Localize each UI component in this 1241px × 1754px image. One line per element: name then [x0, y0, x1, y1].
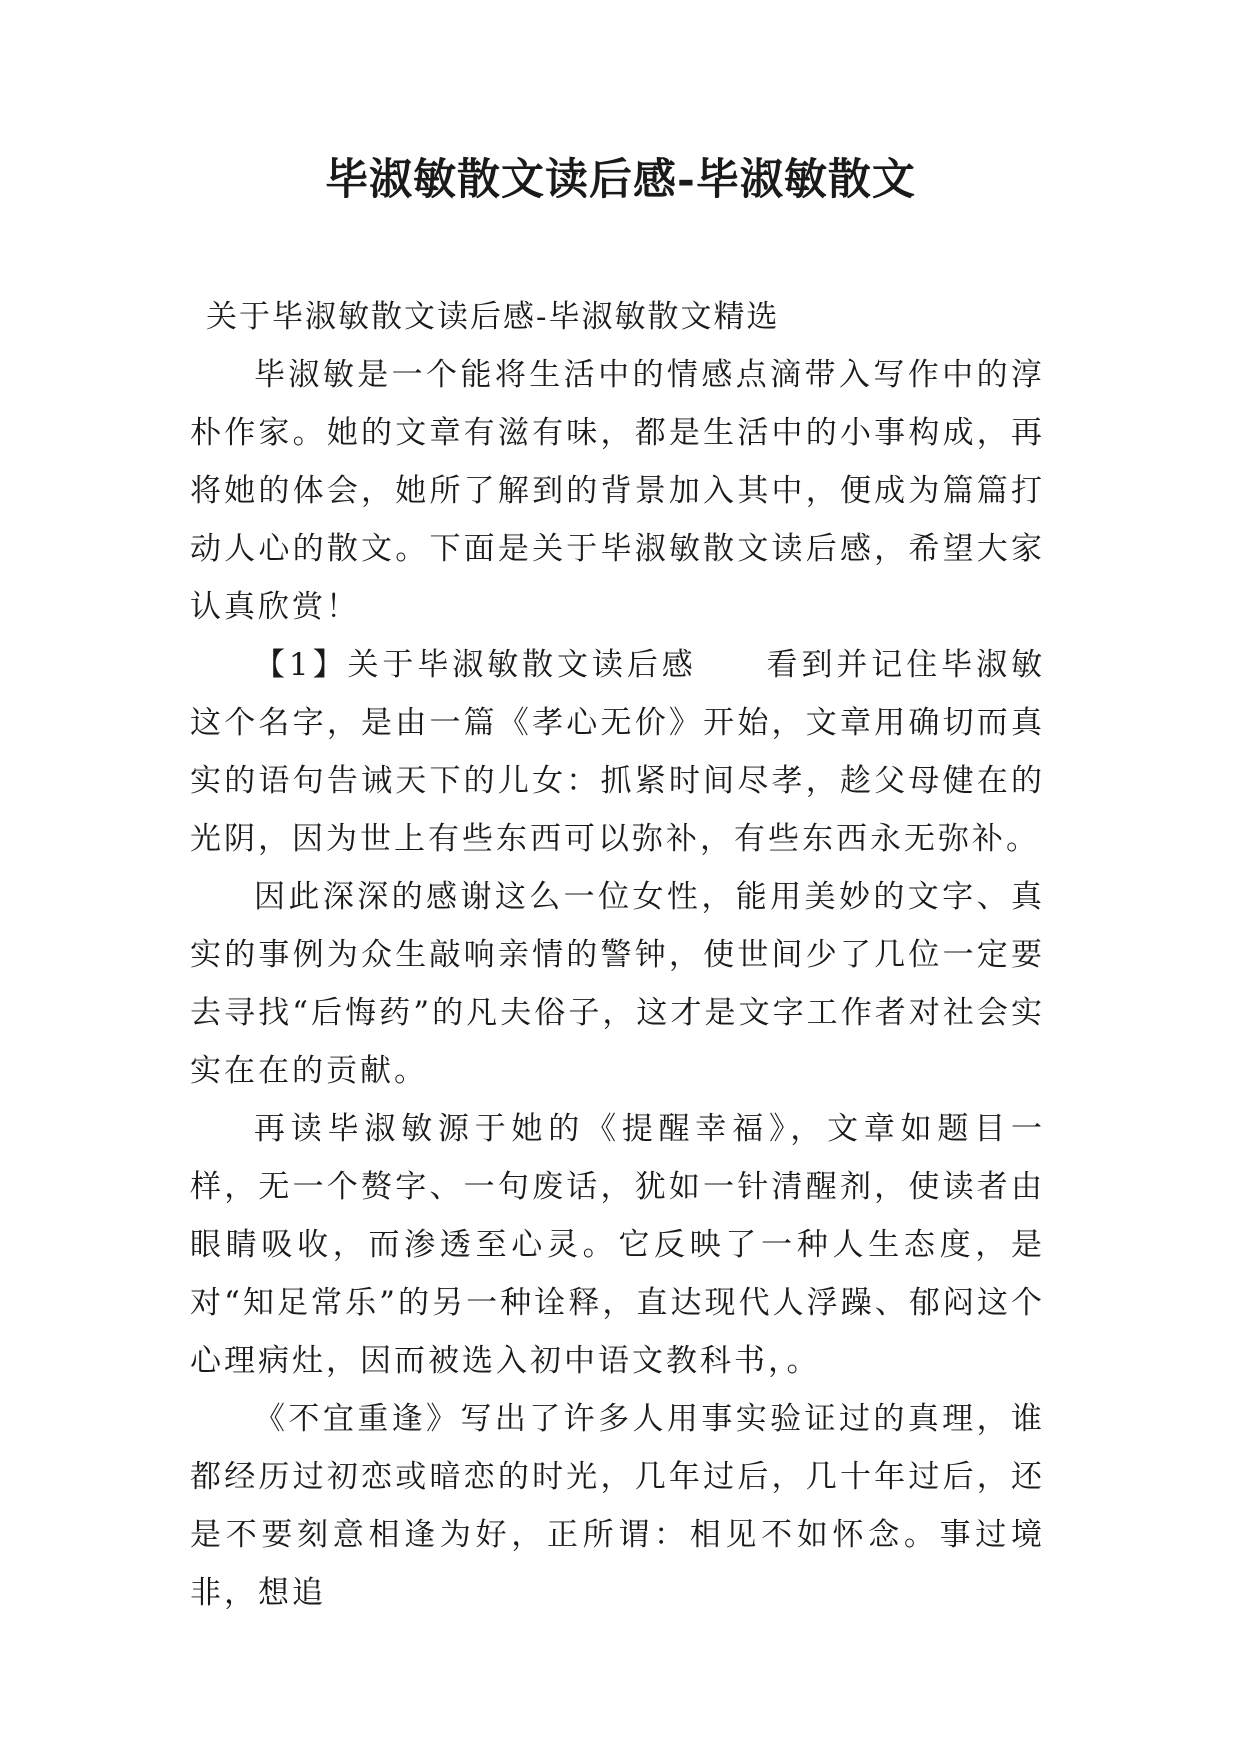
paragraph-review-1: 【1】关于毕淑敏散文读后感 看到并记住毕淑敏这个名字，是由一篇《孝心无价》开始，文章用确切而真实的语句告诫天下的儿女：抓紧时间尽孝，趁父母健在的光阴，因为世上有些东西可以弥补，有些东西永无弥补。: [190, 647, 1045, 857]
document-subtitle: 关于毕淑敏散文读后感-毕淑敏散文精选: [206, 299, 780, 335]
paragraph-not-meet-again: 《不宜重逢》写出了许多人用事实验证过的真理，谁都经历过初恋或暗恋的时光，几年过后，几十年过后，还是不要刻意相逢为好，正所谓：相见不如怀念。事过境非，想追: [190, 1401, 1045, 1611]
paragraph-gratitude: 因此深深的感谢这么一位女性，能用美妙的文字、真实的事例为众生敲响亲情的警钟，使世间少了几位一定要去寻找“后悔药”的凡夫俗子，这才是文字工作者对社会实实在在的贡献。: [190, 879, 1045, 1089]
document-body: [190, 288, 1045, 1622]
paragraph-intro: 毕淑敏是一个能将生活中的情感点滴带入写作中的淳朴作家。她的文章有滋有味，都是生活中的小事构成，再将她的体会，她所了解到的背景加入其中，便成为篇篇打动人心的散文。下面是关于毕淑敏散文读后感，希望大家认真欣赏！: [190, 357, 1045, 625]
paragraph-reminder-happiness: 再读毕淑敏源于她的《提醒幸福》，文章如题目一样，无一个赘字、一句废话，犹如一针清醒剂，使读者由眼睛吸收，而渗透至心灵。它反映了一种人生态度，是对“知足常乐”的另一种诠释，直达现代人浮躁、郁闷这个心理病灶，因而被选入初中语文教科书，。: [190, 1111, 1045, 1379]
document-title: 毕淑敏散文读后感-毕淑敏散文: [325, 155, 916, 205]
